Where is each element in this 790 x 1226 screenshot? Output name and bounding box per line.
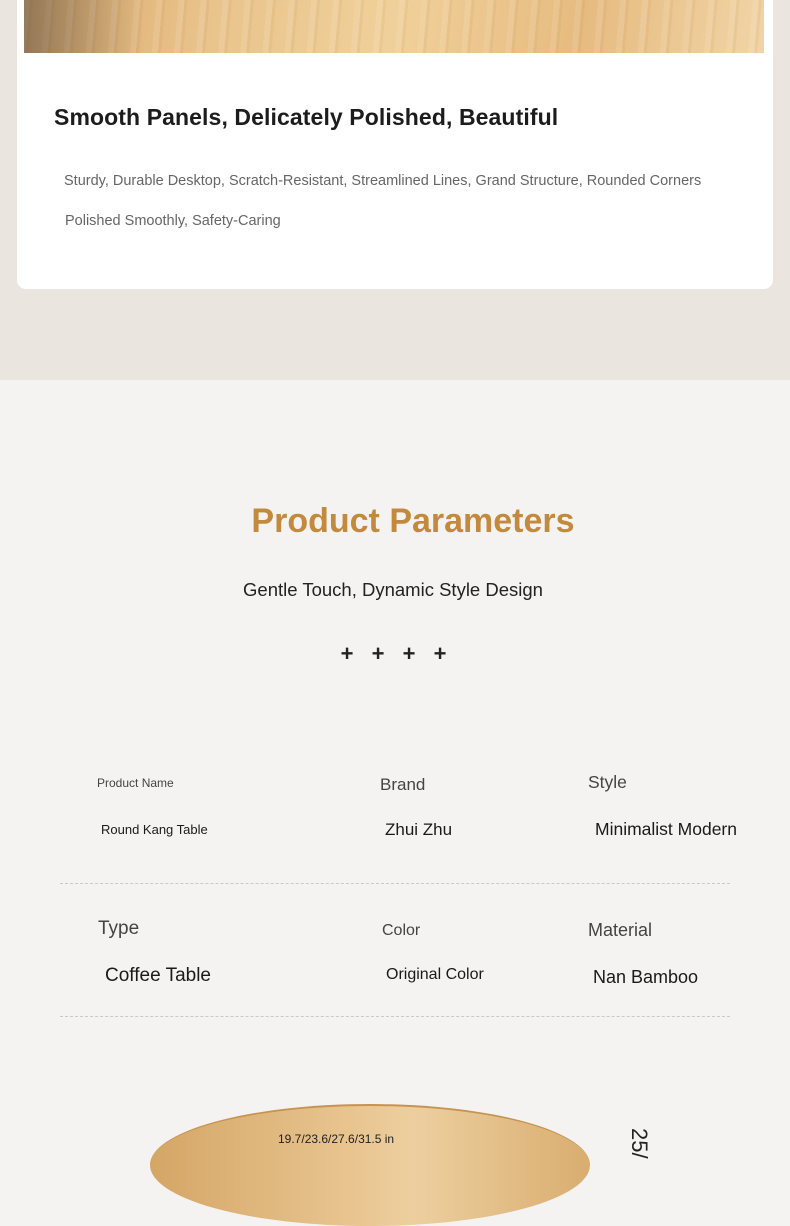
parameters-title: Product Parameters <box>251 502 575 540</box>
param-value-material: Nan Bamboo <box>593 967 699 987</box>
row-divider <box>60 1016 730 1017</box>
decorative-plus-row <box>340 642 447 666</box>
param-value-brand: Zhui Zhu <box>385 820 453 839</box>
param-label-style: Style <box>588 772 627 792</box>
parameters-subtitle: Gentle Touch, Dynamic Style Design <box>243 579 543 600</box>
param-label-color: Color <box>382 922 421 939</box>
param-label-type: Type <box>98 918 140 939</box>
param-label-material: Material <box>588 920 653 940</box>
plus-icon: + <box>340 641 354 666</box>
feature-description-line-1: Sturdy, Durable Desktop, Scratch-Resistant, Streamlined Lines, Grand Structure, Rounded Corners <box>64 173 702 189</box>
param-label-brand: Brand <box>380 775 426 794</box>
image-shadow <box>24 0 144 53</box>
height-dimension-label: 25/ <box>627 1128 652 1159</box>
param-value-product-name: Round Kang Table <box>101 822 208 837</box>
diameter-dimension-label: 19.7/23.6/27.6/31.5 in <box>278 1132 395 1146</box>
param-value-style: Minimalist Modern <box>595 819 737 839</box>
param-value-color: Original Color <box>386 966 484 983</box>
feature-title: Smooth Panels, Delicately Polished, Beautiful <box>54 104 559 130</box>
plus-icon: + <box>433 641 447 666</box>
feature-description-line-2: Polished Smoothly, Safety-Caring <box>65 213 281 229</box>
param-value-type: Coffee Table <box>105 965 211 986</box>
param-label-product-name: Product Name <box>97 776 174 790</box>
row-divider <box>60 883 730 884</box>
feature-card <box>17 0 773 289</box>
plus-icon: + <box>371 641 385 666</box>
plus-icon: + <box>402 641 416 666</box>
product-image-wood-surface <box>24 0 764 53</box>
table-top-image <box>150 1104 590 1226</box>
